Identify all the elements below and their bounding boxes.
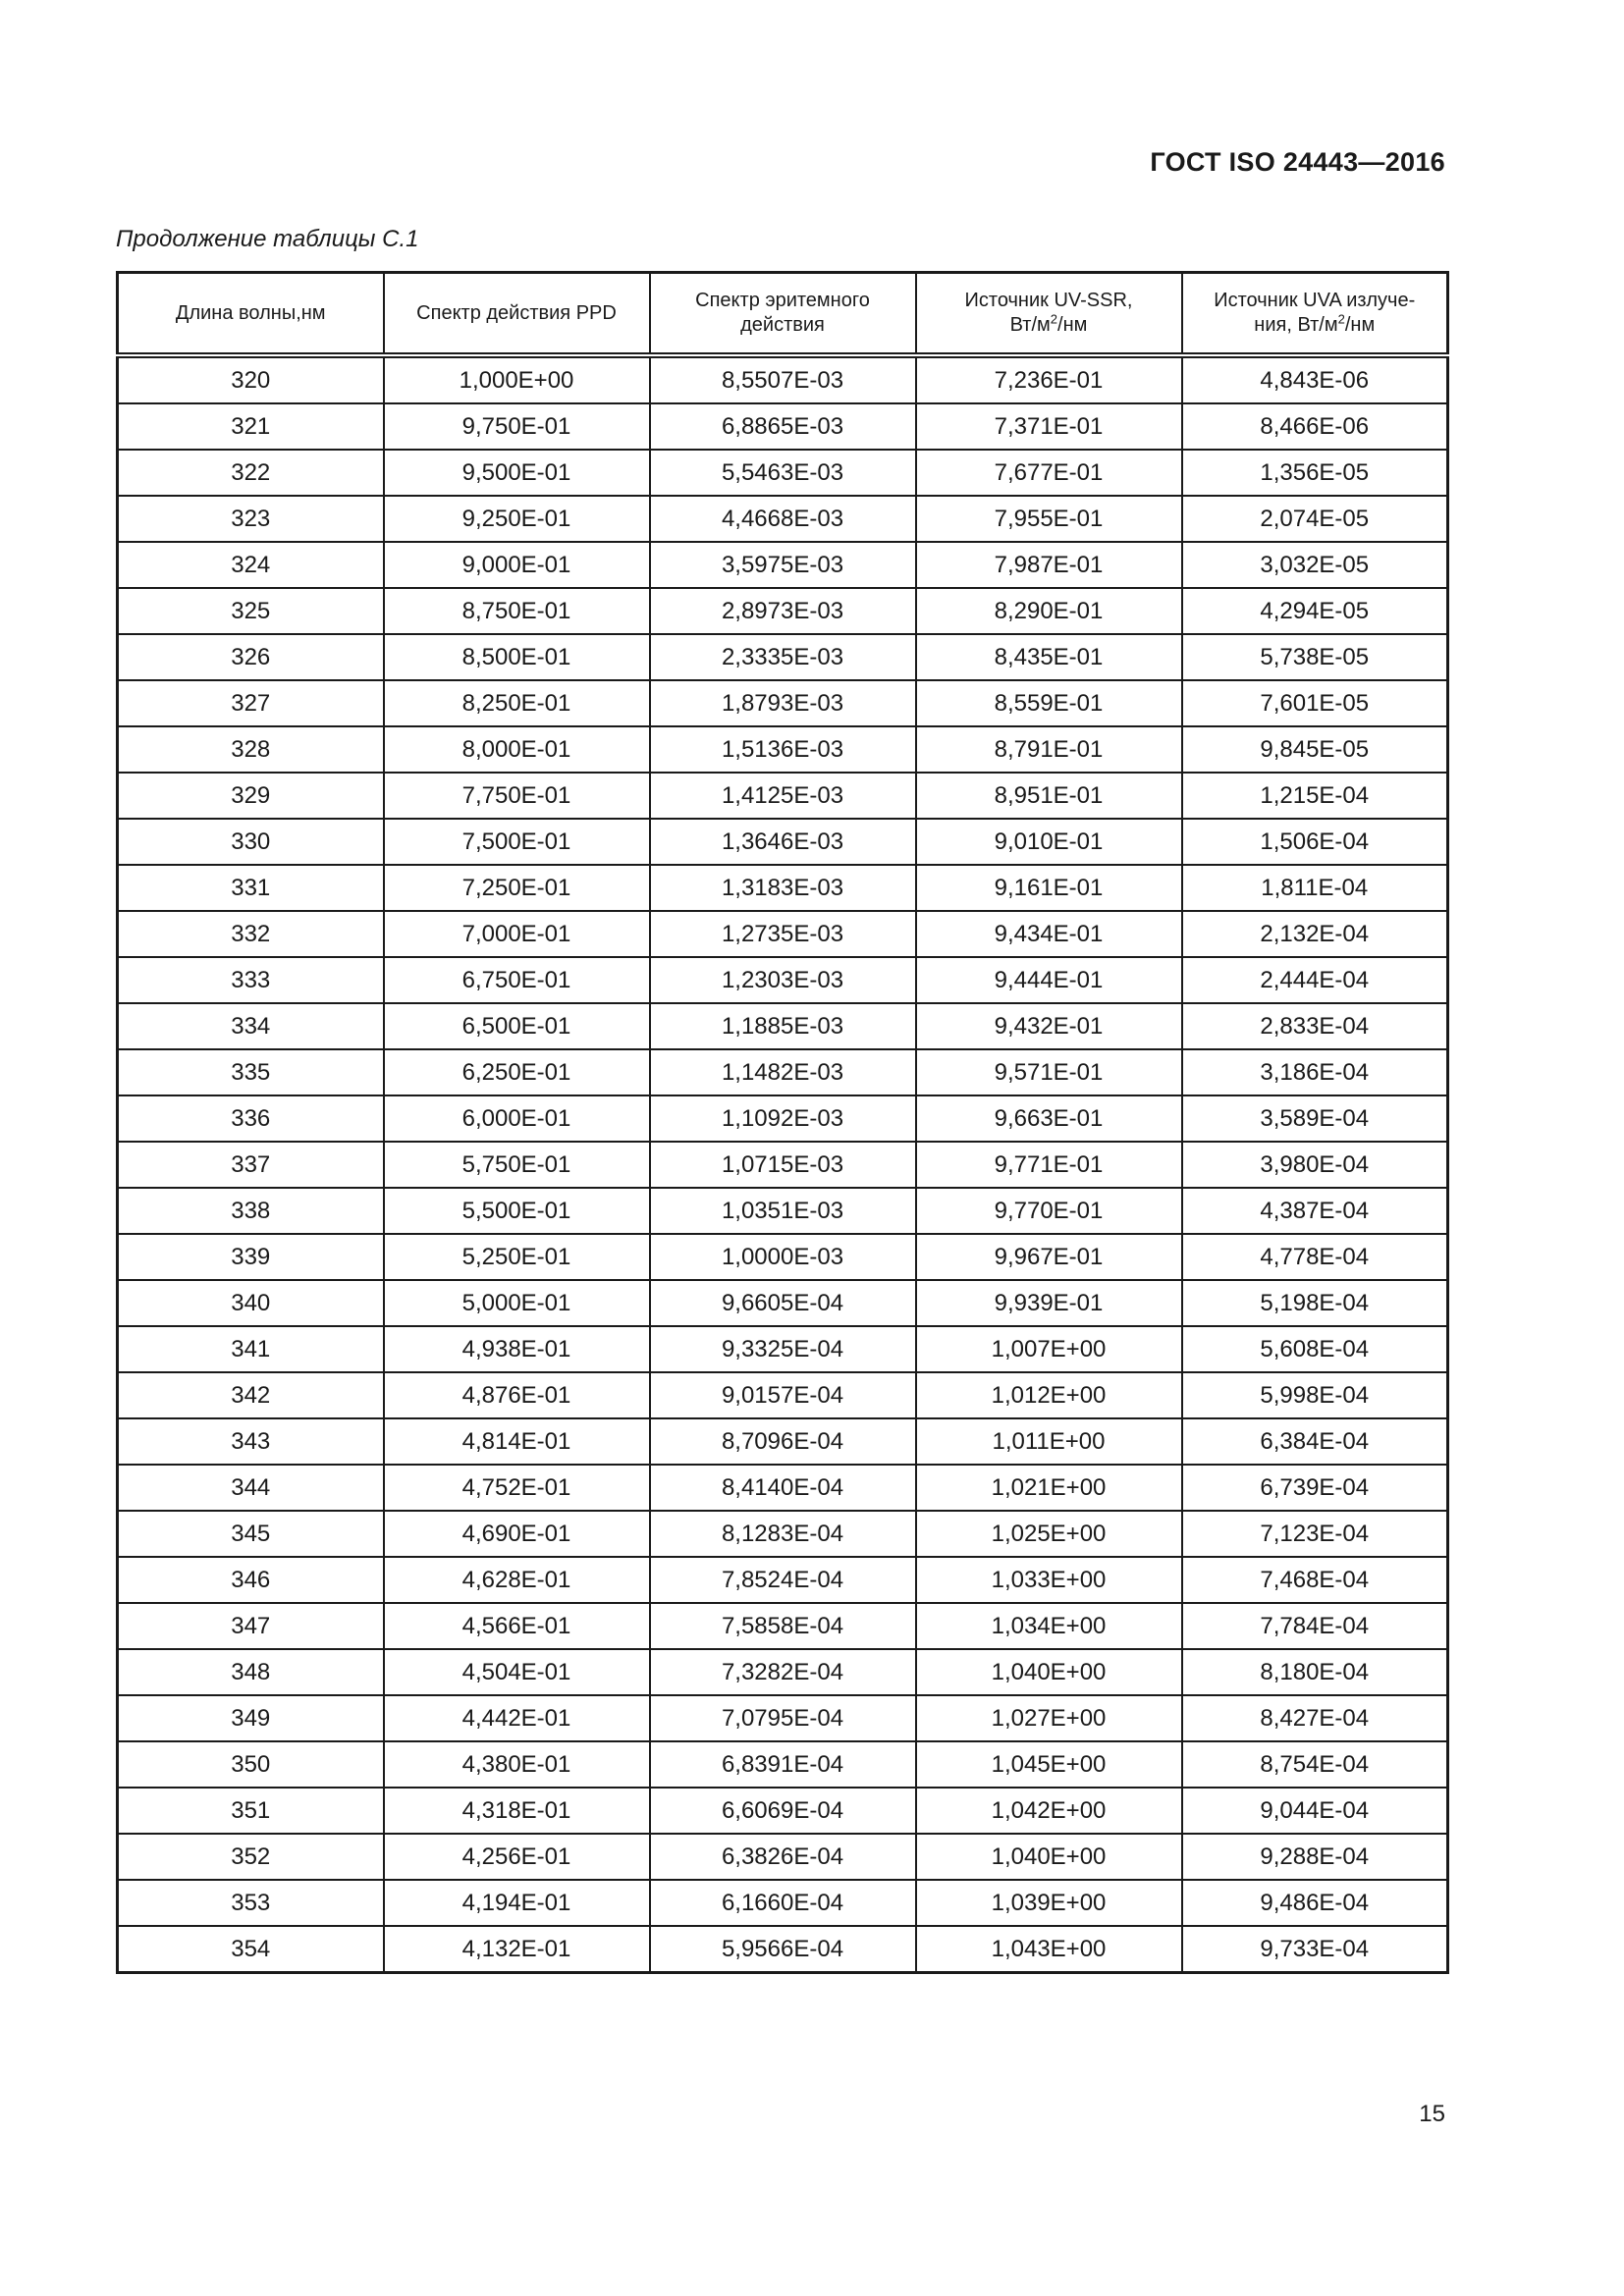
- cell-ppd: 9,000E-01: [384, 542, 650, 588]
- cell-uva: 9,486E-04: [1182, 1880, 1448, 1926]
- cell-uva: 1,356E-05: [1182, 450, 1448, 496]
- cell-uva: 4,843E-06: [1182, 355, 1448, 403]
- cell-uv-ssr: 1,011E+00: [916, 1418, 1182, 1465]
- table-row: [118, 1326, 1448, 1372]
- cell-wavelength: 346: [118, 1557, 384, 1603]
- cell-uva: 2,132E-04: [1182, 911, 1448, 957]
- cell-wavelength: 330: [118, 819, 384, 865]
- cell-erythema: 8,1283E-04: [650, 1511, 916, 1557]
- cell-erythema: 6,6069E-04: [650, 1788, 916, 1834]
- cell-uv-ssr: 8,791E-01: [916, 726, 1182, 773]
- table-row: [118, 496, 1448, 542]
- cell-wavelength: 354: [118, 1926, 384, 1973]
- cell-uva: 4,387E-04: [1182, 1188, 1448, 1234]
- column-header-uv-ssr-source: [916, 273, 1182, 356]
- cell-ppd: 7,000E-01: [384, 911, 650, 957]
- cell-uva: 3,589E-04: [1182, 1095, 1448, 1142]
- cell-ppd: 9,250E-01: [384, 496, 650, 542]
- cell-uv-ssr: 1,042E+00: [916, 1788, 1182, 1834]
- table-row: [118, 355, 1448, 403]
- cell-uva: 1,811E-04: [1182, 865, 1448, 911]
- table-row: [118, 1880, 1448, 1926]
- cell-wavelength: 334: [118, 1003, 384, 1049]
- cell-wavelength: 335: [118, 1049, 384, 1095]
- cell-ppd: 4,628E-01: [384, 1557, 650, 1603]
- cell-uv-ssr: 9,771E-01: [916, 1142, 1182, 1188]
- cell-uv-ssr: 7,955E-01: [916, 496, 1182, 542]
- cell-uva: 4,294E-05: [1182, 588, 1448, 634]
- cell-uva: 9,288E-04: [1182, 1834, 1448, 1880]
- cell-wavelength: 349: [118, 1695, 384, 1741]
- cell-wavelength: 321: [118, 403, 384, 450]
- cell-uv-ssr: 1,040E+00: [916, 1834, 1182, 1880]
- cell-uv-ssr: 1,027E+00: [916, 1695, 1182, 1741]
- cell-wavelength: 329: [118, 773, 384, 819]
- table-row: [118, 773, 1448, 819]
- cell-wavelength: 353: [118, 1880, 384, 1926]
- table-row: [118, 1188, 1448, 1234]
- cell-erythema: 1,8793E-03: [650, 680, 916, 726]
- column-header-label: Спектр действия PPD: [416, 301, 617, 324]
- cell-uv-ssr: 1,025E+00: [916, 1511, 1182, 1557]
- cell-erythema: 2,8973E-03: [650, 588, 916, 634]
- cell-erythema: 1,1092E-03: [650, 1095, 916, 1142]
- cell-uv-ssr: 1,012E+00: [916, 1372, 1182, 1418]
- table-row: [118, 450, 1448, 496]
- cell-ppd: 4,566E-01: [384, 1603, 650, 1649]
- cell-erythema: 8,4140E-04: [650, 1465, 916, 1511]
- cell-uva: 8,466E-06: [1182, 403, 1448, 450]
- table-row: [118, 1372, 1448, 1418]
- cell-uv-ssr: 1,034E+00: [916, 1603, 1182, 1649]
- cell-ppd: 7,750E-01: [384, 773, 650, 819]
- cell-ppd: 5,000E-01: [384, 1280, 650, 1326]
- cell-uv-ssr: 9,770E-01: [916, 1188, 1182, 1234]
- cell-uv-ssr: 9,571E-01: [916, 1049, 1182, 1095]
- column-header-line: действия: [740, 314, 825, 336]
- cell-erythema: 1,1885E-03: [650, 1003, 916, 1049]
- cell-uv-ssr: 1,040E+00: [916, 1649, 1182, 1695]
- cell-uva: 6,739E-04: [1182, 1465, 1448, 1511]
- cell-uva: 9,845E-05: [1182, 726, 1448, 773]
- cell-ppd: 9,500E-01: [384, 450, 650, 496]
- column-header-unit: ния, Вт/м: [1254, 314, 1338, 336]
- table-row: [118, 1095, 1448, 1142]
- table-row: [118, 1418, 1448, 1465]
- cell-uva: 9,044E-04: [1182, 1788, 1448, 1834]
- table-row: [118, 1142, 1448, 1188]
- cell-uv-ssr: 1,043E+00: [916, 1926, 1182, 1973]
- cell-uva: 5,608E-04: [1182, 1326, 1448, 1372]
- cell-wavelength: 341: [118, 1326, 384, 1372]
- cell-uv-ssr: 9,939E-01: [916, 1280, 1182, 1326]
- cell-ppd: 6,000E-01: [384, 1095, 650, 1142]
- table-caption: Продолжение таблицы С.1: [116, 226, 419, 252]
- cell-erythema: 7,5858E-04: [650, 1603, 916, 1649]
- cell-wavelength: 348: [118, 1649, 384, 1695]
- cell-wavelength: 327: [118, 680, 384, 726]
- cell-wavelength: 340: [118, 1280, 384, 1326]
- cell-erythema: 5,9566E-04: [650, 1926, 916, 1973]
- cell-uva: 7,123E-04: [1182, 1511, 1448, 1557]
- cell-erythema: 1,3183E-03: [650, 865, 916, 911]
- cell-ppd: 4,876E-01: [384, 1372, 650, 1418]
- cell-erythema: 7,8524E-04: [650, 1557, 916, 1603]
- cell-uv-ssr: 8,951E-01: [916, 773, 1182, 819]
- table-row: [118, 1003, 1448, 1049]
- cell-uva: 2,444E-04: [1182, 957, 1448, 1003]
- table-row: [118, 1234, 1448, 1280]
- column-header-unit: /нм: [1057, 314, 1088, 336]
- cell-uv-ssr: 1,007E+00: [916, 1326, 1182, 1372]
- column-header-label: Длина волны,нм: [175, 301, 326, 324]
- cell-uv-ssr: 9,010E-01: [916, 819, 1182, 865]
- cell-uva: 3,980E-04: [1182, 1142, 1448, 1188]
- cell-wavelength: 325: [118, 588, 384, 634]
- table-header-row: [118, 273, 1448, 356]
- cell-ppd: 4,132E-01: [384, 1926, 650, 1973]
- cell-erythema: 6,8391E-04: [650, 1741, 916, 1788]
- cell-wavelength: 331: [118, 865, 384, 911]
- cell-ppd: 4,814E-01: [384, 1418, 650, 1465]
- cell-ppd: 8,000E-01: [384, 726, 650, 773]
- cell-uva: 8,180E-04: [1182, 1649, 1448, 1695]
- cell-erythema: 1,2735E-03: [650, 911, 916, 957]
- cell-ppd: 4,504E-01: [384, 1649, 650, 1695]
- table-row: [118, 680, 1448, 726]
- column-header-line: Спектр эритемного: [695, 290, 870, 311]
- cell-uva: 2,074E-05: [1182, 496, 1448, 542]
- cell-uv-ssr: 9,444E-01: [916, 957, 1182, 1003]
- table-row: [118, 1465, 1448, 1511]
- column-header-unit-exponent: 2: [1050, 311, 1058, 327]
- cell-erythema: 6,8865E-03: [650, 403, 916, 450]
- cell-wavelength: 324: [118, 542, 384, 588]
- column-header-unit: Вт/м: [1009, 314, 1051, 336]
- cell-erythema: 2,3335E-03: [650, 634, 916, 680]
- cell-wavelength: 333: [118, 957, 384, 1003]
- cell-ppd: 7,250E-01: [384, 865, 650, 911]
- cell-ppd: 4,442E-01: [384, 1695, 650, 1741]
- cell-uva: 7,601E-05: [1182, 680, 1448, 726]
- cell-ppd: 6,500E-01: [384, 1003, 650, 1049]
- cell-ppd: 5,500E-01: [384, 1188, 650, 1234]
- table-body: [118, 355, 1448, 1973]
- cell-uva: 7,784E-04: [1182, 1603, 1448, 1649]
- cell-ppd: 5,750E-01: [384, 1142, 650, 1188]
- cell-uv-ssr: 7,371E-01: [916, 403, 1182, 450]
- cell-uva: 1,215E-04: [1182, 773, 1448, 819]
- cell-uva: 9,733E-04: [1182, 1926, 1448, 1973]
- column-header-erythema-spectrum: [650, 273, 916, 356]
- cell-uva: 5,198E-04: [1182, 1280, 1448, 1326]
- cell-uv-ssr: 1,039E+00: [916, 1880, 1182, 1926]
- table-row: [118, 1788, 1448, 1834]
- table-row: [118, 542, 1448, 588]
- cell-uv-ssr: 9,432E-01: [916, 1003, 1182, 1049]
- cell-wavelength: 342: [118, 1372, 384, 1418]
- page-number: 15: [1419, 2101, 1445, 2127]
- table-row: [118, 957, 1448, 1003]
- cell-uva: 7,468E-04: [1182, 1557, 1448, 1603]
- cell-wavelength: 323: [118, 496, 384, 542]
- cell-ppd: 4,318E-01: [384, 1788, 650, 1834]
- cell-uv-ssr: 9,967E-01: [916, 1234, 1182, 1280]
- cell-ppd: 6,750E-01: [384, 957, 650, 1003]
- cell-wavelength: 326: [118, 634, 384, 680]
- table-row: [118, 1926, 1448, 1973]
- cell-uv-ssr: 8,559E-01: [916, 680, 1182, 726]
- cell-ppd: 9,750E-01: [384, 403, 650, 450]
- column-header-wavelength: [118, 273, 384, 356]
- cell-wavelength: 332: [118, 911, 384, 957]
- table-row: [118, 1511, 1448, 1557]
- table-row: [118, 1603, 1448, 1649]
- cell-erythema: 9,6605E-04: [650, 1280, 916, 1326]
- column-header-line: Источник UVA излуче-: [1214, 290, 1416, 311]
- cell-erythema: 9,0157E-04: [650, 1372, 916, 1418]
- cell-erythema: 1,3646E-03: [650, 819, 916, 865]
- cell-uva: 3,032E-05: [1182, 542, 1448, 588]
- cell-ppd: 4,938E-01: [384, 1326, 650, 1372]
- cell-wavelength: 352: [118, 1834, 384, 1880]
- cell-erythema: 5,5463E-03: [650, 450, 916, 496]
- cell-wavelength: 344: [118, 1465, 384, 1511]
- table-row: [118, 911, 1448, 957]
- cell-uv-ssr: 8,290E-01: [916, 588, 1182, 634]
- cell-uv-ssr: 1,033E+00: [916, 1557, 1182, 1603]
- cell-ppd: 5,250E-01: [384, 1234, 650, 1280]
- cell-wavelength: 339: [118, 1234, 384, 1280]
- cell-uva: 5,738E-05: [1182, 634, 1448, 680]
- cell-ppd: 8,750E-01: [384, 588, 650, 634]
- cell-wavelength: 345: [118, 1511, 384, 1557]
- table-row: [118, 588, 1448, 634]
- cell-ppd: 7,500E-01: [384, 819, 650, 865]
- cell-erythema: 1,2303E-03: [650, 957, 916, 1003]
- cell-erythema: 4,4668E-03: [650, 496, 916, 542]
- column-header-unit-exponent: 2: [1337, 311, 1345, 327]
- cell-uva: 5,998E-04: [1182, 1372, 1448, 1418]
- table-row: [118, 1280, 1448, 1326]
- table-row: [118, 634, 1448, 680]
- cell-erythema: 1,0351E-03: [650, 1188, 916, 1234]
- cell-ppd: 6,250E-01: [384, 1049, 650, 1095]
- cell-ppd: 8,500E-01: [384, 634, 650, 680]
- cell-wavelength: 328: [118, 726, 384, 773]
- cell-uva: 6,384E-04: [1182, 1418, 1448, 1465]
- cell-uva: 8,427E-04: [1182, 1695, 1448, 1741]
- cell-wavelength: 351: [118, 1788, 384, 1834]
- cell-ppd: 4,752E-01: [384, 1465, 650, 1511]
- column-header-line: Источник UV-SSR,: [964, 290, 1133, 311]
- cell-uv-ssr: 7,987E-01: [916, 542, 1182, 588]
- cell-ppd: 4,380E-01: [384, 1741, 650, 1788]
- cell-uva: 1,506E-04: [1182, 819, 1448, 865]
- cell-erythema: 8,7096E-04: [650, 1418, 916, 1465]
- cell-erythema: 1,1482E-03: [650, 1049, 916, 1095]
- cell-erythema: 3,5975E-03: [650, 542, 916, 588]
- cell-uv-ssr: 8,435E-01: [916, 634, 1182, 680]
- cell-ppd: 4,194E-01: [384, 1880, 650, 1926]
- cell-uv-ssr: 9,434E-01: [916, 911, 1182, 957]
- cell-ppd: 1,000E+00: [384, 355, 650, 403]
- cell-uv-ssr: 7,677E-01: [916, 450, 1182, 496]
- cell-erythema: 7,0795E-04: [650, 1695, 916, 1741]
- cell-wavelength: 343: [118, 1418, 384, 1465]
- table-row: [118, 1834, 1448, 1880]
- cell-erythema: 8,5507E-03: [650, 355, 916, 403]
- table-row: [118, 1695, 1448, 1741]
- table-row: [118, 1649, 1448, 1695]
- document-header: ГОСТ ISO 24443—2016: [1150, 147, 1445, 177]
- cell-wavelength: 322: [118, 450, 384, 496]
- cell-uv-ssr: 9,161E-01: [916, 865, 1182, 911]
- cell-wavelength: 347: [118, 1603, 384, 1649]
- table-row: [118, 726, 1448, 773]
- cell-erythema: 9,3325E-04: [650, 1326, 916, 1372]
- cell-erythema: 6,3826E-04: [650, 1834, 916, 1880]
- cell-uva: 3,186E-04: [1182, 1049, 1448, 1095]
- cell-erythema: 1,5136E-03: [650, 726, 916, 773]
- data-table: [116, 271, 1449, 1974]
- cell-uv-ssr: 9,663E-01: [916, 1095, 1182, 1142]
- table-row: [118, 865, 1448, 911]
- column-header-unit: /нм: [1344, 314, 1376, 336]
- cell-wavelength: 320: [118, 355, 384, 403]
- cell-uv-ssr: 7,236E-01: [916, 355, 1182, 403]
- cell-ppd: 8,250E-01: [384, 680, 650, 726]
- cell-wavelength: 336: [118, 1095, 384, 1142]
- column-header-uva-source: [1182, 273, 1448, 356]
- cell-uva: 2,833E-04: [1182, 1003, 1448, 1049]
- cell-wavelength: 337: [118, 1142, 384, 1188]
- cell-erythema: 1,0000E-03: [650, 1234, 916, 1280]
- column-header-ppd-spectrum: [384, 273, 650, 356]
- cell-uv-ssr: 1,045E+00: [916, 1741, 1182, 1788]
- cell-erythema: 1,4125E-03: [650, 773, 916, 819]
- cell-wavelength: 338: [118, 1188, 384, 1234]
- table-row: [118, 1557, 1448, 1603]
- table-row: [118, 403, 1448, 450]
- cell-uva: 4,778E-04: [1182, 1234, 1448, 1280]
- cell-ppd: 4,256E-01: [384, 1834, 650, 1880]
- cell-uva: 8,754E-04: [1182, 1741, 1448, 1788]
- table-row: [118, 1049, 1448, 1095]
- cell-erythema: 6,1660E-04: [650, 1880, 916, 1926]
- cell-ppd: 4,690E-01: [384, 1511, 650, 1557]
- table-container: [116, 271, 1449, 1974]
- table-row: [118, 819, 1448, 865]
- cell-erythema: 7,3282E-04: [650, 1649, 916, 1695]
- cell-erythema: 1,0715E-03: [650, 1142, 916, 1188]
- cell-uv-ssr: 1,021E+00: [916, 1465, 1182, 1511]
- table-row: [118, 1741, 1448, 1788]
- cell-wavelength: 350: [118, 1741, 384, 1788]
